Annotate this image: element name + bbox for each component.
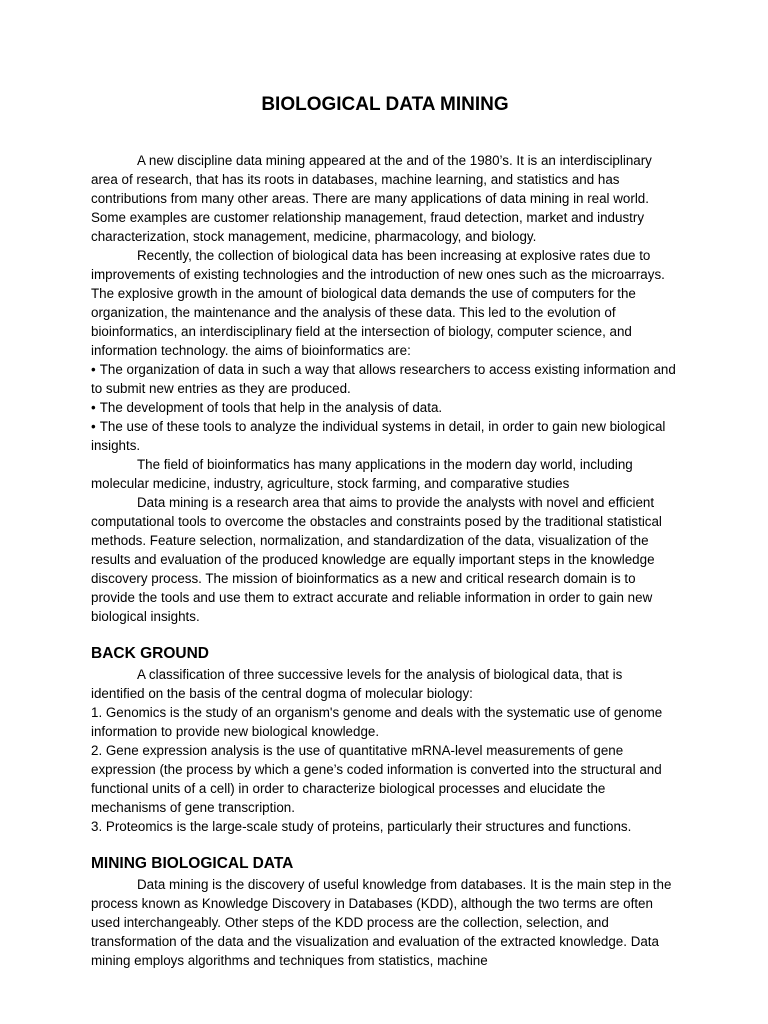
- aims-list-item: • The development of tools that help in the analysis of data.: [91, 398, 679, 417]
- intro-paragraph: Recently, the collection of biological data has been increasing at explosive rates due to improvements of existing technologies and the introduction of new ones such as the microarrays. The explosive growth in the amount of biological data demands the use of computers for the organization, the maintenance and the analysis of these data. This led to the evolution of bioinformatics, an interdisciplinary field at the intersection of biology, computer science, and information technology. the aims of bioinformatics are:: [91, 248, 665, 358]
- document-body: [91, 92, 679, 970]
- section-heading-background: BACK GROUND: [91, 645, 209, 662]
- mining-paragraph: Data mining is the discovery of useful knowledge from databases. It is the main step in the process known as Knowledge Discovery in Databases (KDD), although the two terms are often used interchangeably. Other steps of the KDD process are the collection, selection, and transformation of the data and the visualization and evaluation of the extracted knowledge. Data mining employs algorithms and techniques from statistics, machine: [91, 877, 672, 968]
- section-spacer: [91, 626, 679, 643]
- aims-list-item: • The use of these tools to analyze the individual systems in detail, in order to gain new biological insights.: [91, 417, 679, 455]
- background-list-item: 3. Proteomics is the large-scale study of proteins, particularly their structures and functions.: [91, 819, 632, 834]
- title-spacer: [91, 118, 679, 151]
- aims-list-item: • The organization of data in such a way that allows researchers to access existing information and to submit new entries as they are produced.: [91, 360, 679, 398]
- body-paragraph: The field of bioinformatics has many applications in the modern day world, including molecular medicine, industry, agriculture, stock farming, and comparative studies: [91, 457, 633, 491]
- page-title: BIOLOGICAL DATA MINING: [261, 94, 509, 115]
- background-intro: A classification of three successive levels for the analysis of biological data, that is identified on the basis of the central dogma of molecular biology:: [91, 667, 623, 701]
- body-paragraph: Data mining is a research area that aims to provide the analysts with novel and efficient computational tools to overcome the obstacles and constraints posed by the traditional statistical methods. Feature selection, normalization, and standardization of the data, visualization of the results and evaluation of the produced knowledge are equally important steps in the knowledge discovery process. The mission of bioinformatics as a new and critical research domain is to provide the tools and use them to extract accurate and reliable information in order to gain new biological insights.: [91, 495, 662, 624]
- background-list-item: 2. Gene expression analysis is the use of quantitative mRNA-level measurements of gene expression (the process by which a gene’s coded information is converted into the structural and functional units of a cell) in order to characterize biological processes and elucidate the mechanisms of gene transcription.: [91, 743, 662, 815]
- section-heading-mining: MINING BIOLOGICAL DATA: [91, 855, 294, 872]
- intro-paragraph: A new discipline data mining appeared at the and of the 1980’s. It is an interdisciplinary area of research, that has its roots in databases, machine learning, and statistics and has contributions from many other areas. There are many applications of data mining in real world. Some examples are customer relationship management, fraud detection, market and industry characterization, stock management, medicine, pharmacology, and biology.: [91, 153, 652, 244]
- background-list-item: 1. Genomics is the study of an organism's genome and deals with the systematic use of genome information to provide new biological knowledge.: [91, 705, 663, 739]
- section-spacer: [91, 836, 679, 853]
